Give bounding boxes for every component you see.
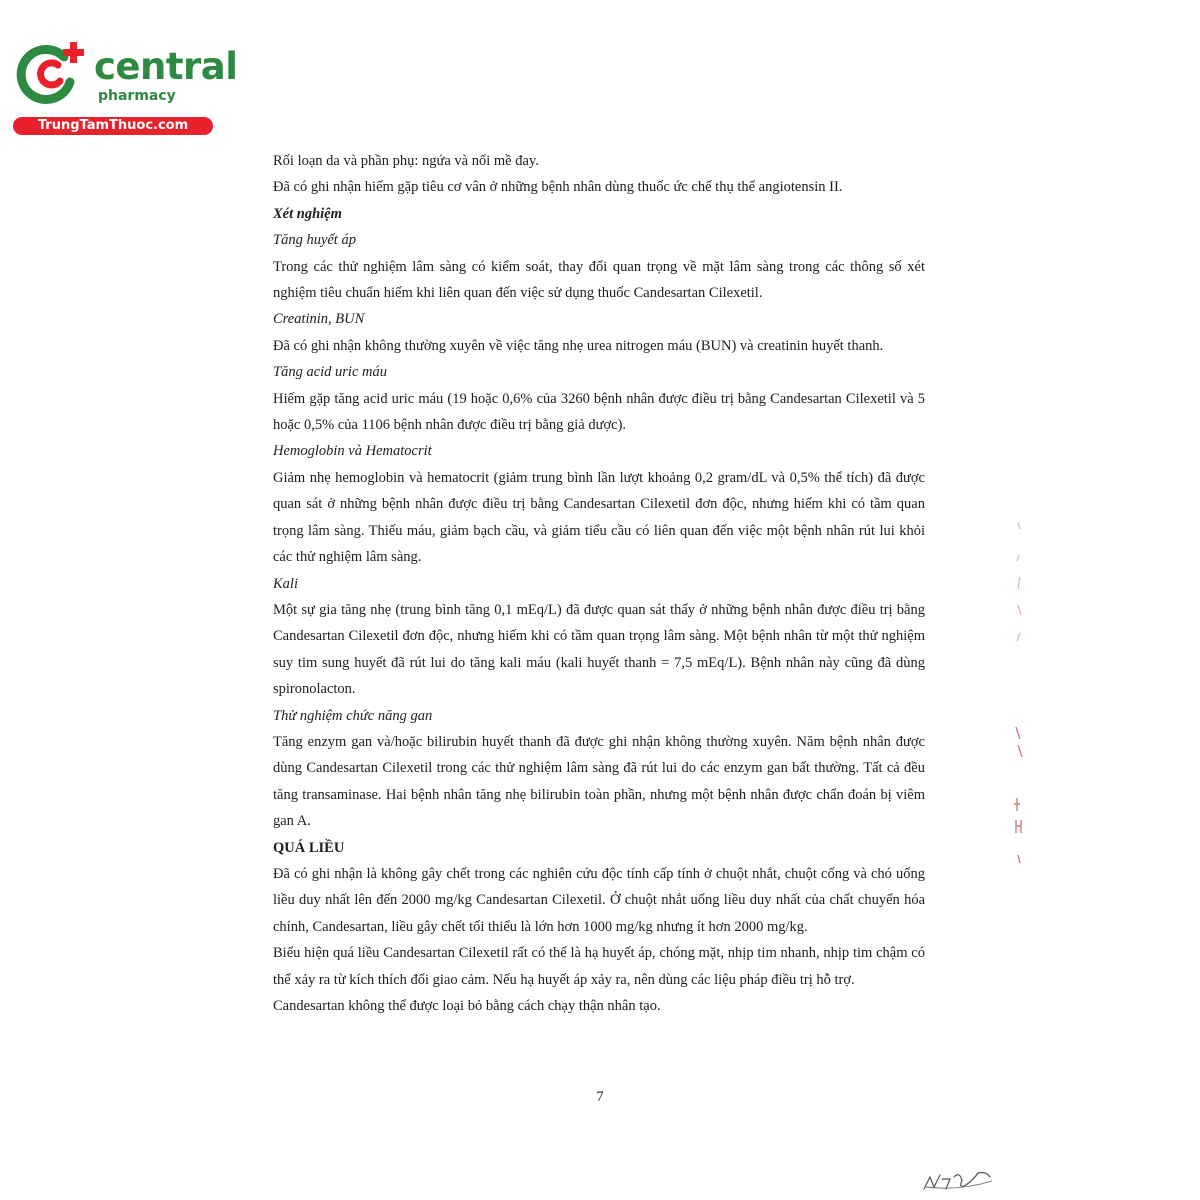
logo-brand-name: central bbox=[94, 45, 238, 88]
subheading-hypertension: Tăng huyết áp bbox=[273, 232, 356, 249]
paragraph-hemoglobin: Giảm nhẹ hemoglobin và hematocrit (giảm trung bình lần lượt khoảng 0,2 gram/dL và 0,5% thể tích) đã được quan sát ở những bệnh nhân được điều trị bằng Candesartan Cilexetil đơn độc, nhưng hiếm khi có tầm quan trọng lâm sàng. Thiếu máu, giảm bạch cầu, và giảm tiểu cầu có liên quan đến việc một bệnh nhân rút lui khỏi các thử nghiệm lâm sàng. bbox=[273, 469, 925, 566]
subheading-liver-tests: Thử nghiệm chức năng gan bbox=[273, 707, 433, 724]
paragraph-rhabdomyolysis: Đã có ghi nhận hiếm gặp tiêu cơ vân ở những bệnh nhân dùng thuốc ức chế thụ thể angiotensin II. bbox=[273, 179, 843, 196]
handwritten-initials-signature bbox=[920, 1165, 1000, 1195]
heading-overdose: QUÁ LIỀU bbox=[273, 839, 345, 856]
paragraph-skin-disorders: Rối loạn da và phần phụ: ngứa và nổi mề đay. bbox=[273, 153, 539, 169]
paragraph-uric-acid: Hiếm gặp tăng acid uric máu (19 hoặc 0,6% của 3260 bệnh nhân được điều trị bằng Candesartan Cilexetil và 5 hoặc 0,5% của 1106 bệnh nhân được điều trị bằng giả dược). bbox=[273, 390, 925, 434]
paragraph-bun-creatinine: Đã có ghi nhận không thường xuyên về việc tăng nhẹ urea nitrogen máu (BUN) và creatinin huyết thanh. bbox=[273, 337, 884, 354]
paragraph-lab-parameters: Trong các thử nghiệm lâm sàng có kiểm soát, thay đổi quan trọng về mặt lâm sàng trong các thông số xét nghiệm tiêu chuẩn hiếm khi liên quan đến việc sử dụng thuốc Candesartan Cilexetil. bbox=[273, 258, 925, 302]
page-number: 7 bbox=[596, 1089, 604, 1105]
paragraph-overdose-symptoms: Biểu hiện quá liều Candesartan Cilexetil rất có thể là hạ huyết áp, chóng mặt, nhịp tim nhanh, nhịp tim chậm có thể xảy ra từ kích thích đối giao cảm. Nếu hạ huyết áp xảy ra, nên dùng các liệu pháp điều trị hỗ trợ. bbox=[273, 945, 925, 988]
logo-website-banner: TrungTamThuoc.com bbox=[13, 117, 213, 135]
logo-subtitle: pharmacy bbox=[98, 88, 176, 104]
pharmacy-cross-logo-icon bbox=[10, 38, 90, 108]
paragraph-dialysis: Candesartan không thể được loại bỏ bằng cách chạy thận nhân tạo. bbox=[273, 998, 661, 1014]
subheading-uric-acid: Tăng acid uric máu bbox=[273, 364, 387, 381]
subheading-hemoglobin: Hemoglobin và Hematocrit bbox=[273, 443, 432, 460]
paragraph-liver-enzymes: Tăng enzym gan và/hoặc bilirubin huyết thanh đã được ghi nhận không thường xuyên. Năm bệnh nhân được dùng Candesartan Cilexetil trong các thử nghiệm lâm sàng đã rút lui do các enzym gan bất thường. Tất cả đều tăng transaminase. Hai bệnh nhân tăng nhẹ bilirubin toàn phần, nhưng một bệnh nhân được chẩn đoán bị viêm gan A. bbox=[273, 733, 925, 830]
heading-lab-tests: Xét nghiệm bbox=[273, 205, 342, 222]
paragraph-potassium: Một sự gia tăng nhẹ (trung bình tăng 0,1 mEq/L) đã được quan sát thấy ở những bệnh nhân được điều trị bằng Candesartan Cilexetil đơn độc, nhưng hiếm khi có tầm quan trọng lâm sàng. Một bệnh nhân từ một thử nghiệm suy tim sung huyết đã rút lui do tăng kali máu (kali huyết thanh = 7,5 mEq/L). Bệnh nhân này cũng đã dùng spironolacton. bbox=[273, 601, 925, 698]
central-pharmacy-logo bbox=[10, 38, 238, 138]
margin-stamp-marks bbox=[1008, 515, 1038, 875]
paragraph-acute-toxicity: Đã có ghi nhận là không gây chết trong các nghiên cứu độc tính cấp tính ở chuột nhắt, chuột cống và chó uống liều duy nhất lên đến 2000 mg/kg Candesartan Cilexetil. Ở chuột nhắt uống liều duy nhất của chất chuyển hóa chính, Candesartan, liều gây chết tối thiểu là lớn hơn 1000 mg/kg nhưng ít hơn 2000 mg/kg. bbox=[273, 865, 925, 935]
subheading-creatinine-bun: Creatinin, BUN bbox=[273, 311, 365, 328]
subheading-potassium: Kali bbox=[273, 575, 298, 592]
document-body bbox=[273, 148, 925, 1019]
